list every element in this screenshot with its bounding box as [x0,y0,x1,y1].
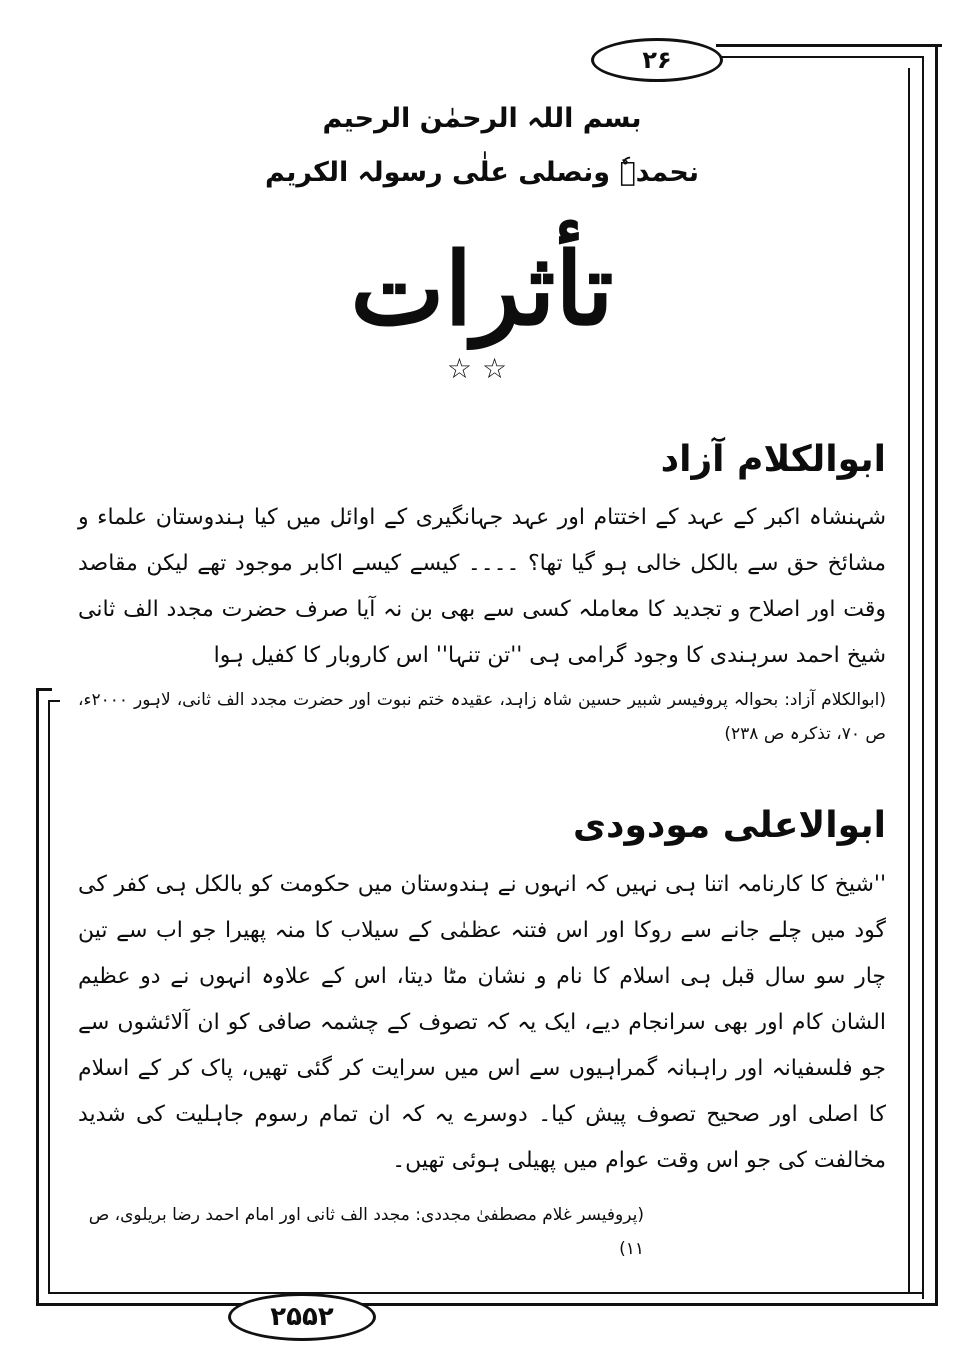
basmala-line-2: نحمدہٗ ونصلی علٰی رسولہ الکریم [265,156,699,188]
section-azad [78,437,886,752]
right-border-line-inner [908,68,910,1292]
page-number-top-oval [591,38,723,82]
decorative-stars: ☆☆ [446,351,518,385]
page-title: تأثرات [350,229,614,348]
page-content [78,100,886,1266]
section-maududi [78,803,886,1266]
section-heading-maududi: ابوالاعلی مودودی [573,805,886,847]
left-border-line-inner [48,700,50,1294]
bottom-border-line-outer [36,1303,938,1306]
page-number-bottom-oval [228,1293,376,1341]
section-citation-azad: (ابوالکلام آزاد: بحوالہ پروفیسر شبیر حسین شاہ زاہد، عقیدہ ختم نبوت اور حضرت مجدد الف ثانی، لاہور ۲۰۰۰ء، ص ۷۰، تذکرہ ص ۲۳۸) [78,690,886,745]
top-border-line-outer [716,44,942,47]
right-border-line-middle [922,56,924,1299]
section-citation-maududi: (پروفیسر غلام مصطفیٰ مجددی: مجدد الف ثانی اور امام احمد رضا بریلوی، ص ۱۱) [88,1205,644,1260]
right-border-line-outer [935,44,938,1306]
left-border-cap-outer [36,688,52,691]
section-body-maududi: ''شیخ کا کارنامہ اتنا ہی نہیں کہ انہوں نے ہندوستان میں حکومت کو بالکل ہی کفر کی گود میں چلے جانے سے روکا اور اس فتنہ عظمٰی کے سیلاب کا منہ پھیرا جو اب سے تین چار سو سال قبل ہی اسلام کا نام و نشان مٹا دیتا، اس کے علاوہ انہوں نے دو عظیم الشان کام اور بھی سرانجام دیے، ایک یہ کہ تصوف کے چشمہ صافی کو ان آلائشوں سے جو فلسفیانہ اور راہبانہ گمراہیوں سے اس میں سرایت کر گئی تھیں، پاک کر کے اسلام کا اصلی اور صحیح تصوف پیش کیا۔ دوسرے یہ کہ ان تمام رسوم جاہلیت کی شدید مخالفت کی جو اس وقت عوام میں پھیلی ہوئی تھیں۔ [78,872,886,1174]
top-border-line-inner [716,56,924,58]
section-heading-azad: ابوالکلام آزاد [660,438,886,480]
bottom-border-line-inner [48,1292,924,1294]
left-border-line-outer [36,688,39,1306]
basmala-line-1: بسم اللہ الرحمٰن الرحیم [322,103,642,134]
section-body-azad: شہنشاہ اکبر کے عہد کے اختتام اور عہد جہانگیری کے اوائل میں کیا ہندوستان علماء و مشائخ حق سے بالکل خالی ہو گیا تھا؟ ۔۔۔۔ کیسے کیسے اکابر موجود تھے لیکن مقاصد وقت اور اصلاح و تجدید کا معاملہ کسی سے بھی بن نہ آیا صرف حضرت مجدد الف ثانی شیخ احمد سرہندی کا وجود گرامی ہی ''تن تنہا'' اس کاروبار کا کفیل ہوا [78,505,886,669]
page-number-bottom: ۲۵۵۲ [270,1302,334,1332]
left-border-cap-inner [48,700,60,702]
page-number-top: ۲۶ [642,46,672,74]
